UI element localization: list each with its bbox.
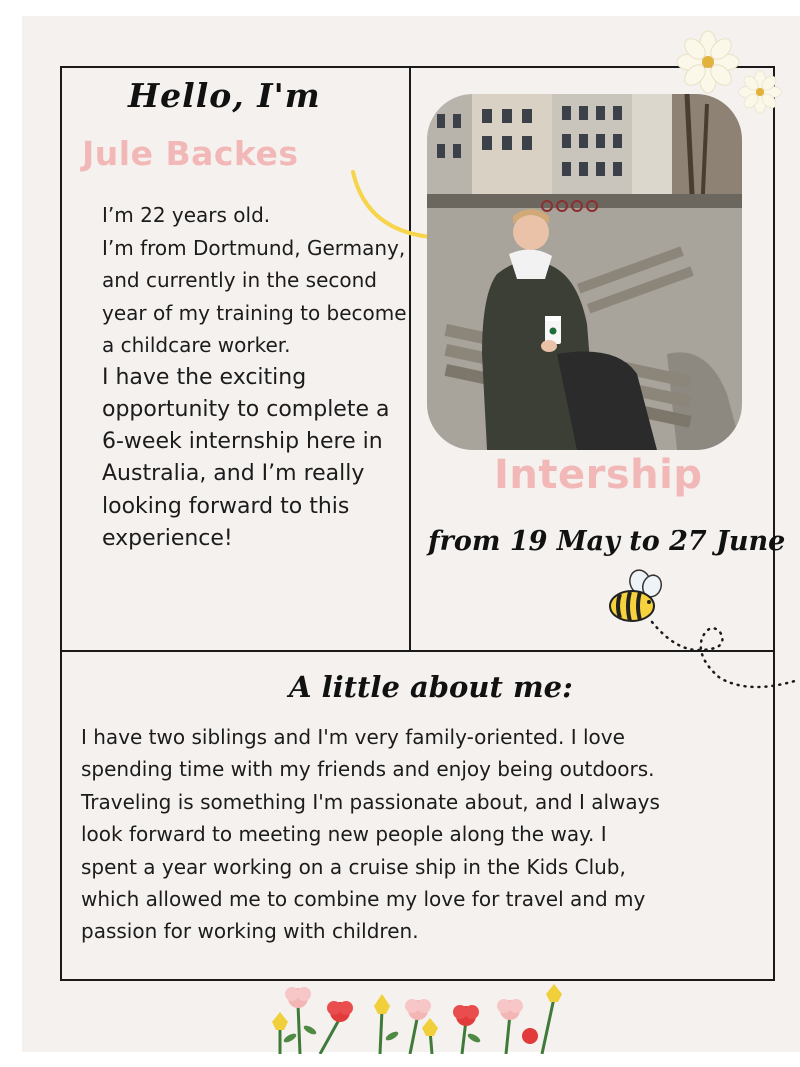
intro-paragraph-age-origin: I’m 22 years old. I’m from Dortmund, Germany, and currently in the second year of my training to become a childcare worker. xyxy=(102,203,407,357)
frame-column-divider xyxy=(409,66,411,652)
frame-right-border xyxy=(773,66,775,981)
frame-bottom-border xyxy=(60,979,775,981)
daisy-icon xyxy=(738,70,782,114)
about-paragraph: I have two siblings and I'm very family-oriented. I love spending time with my friends and enjoy being outdoors. Traveling is something I'm passionate about, and I always look forward to meeting new people along the way. I spent a year working on a cruise ship in the Kids Club, which allowed me to combine my love for travel and my passion for working with children. xyxy=(81,725,660,944)
frame-left-border xyxy=(60,66,62,981)
internship-dates: from 19 May to 27 June xyxy=(428,526,786,557)
name-heading: Jule Backes xyxy=(82,134,299,173)
profile-photo xyxy=(427,94,742,450)
bee-flight-path xyxy=(650,620,800,695)
intro-paragraph-internship: I have the exciting opportunity to complete a 6-week internship here in Australia, and I’m really looking forward to this experience! xyxy=(102,364,390,551)
bee-icon xyxy=(606,568,668,626)
frame-top-border xyxy=(60,66,775,68)
intro-paragraph xyxy=(102,199,407,555)
flower-border-icon xyxy=(262,984,572,1054)
daisy-icon xyxy=(676,30,740,94)
greeting-heading: Hello, I'm xyxy=(128,76,321,115)
internship-heading: Intership xyxy=(494,452,703,498)
about-heading: A little about me: xyxy=(289,670,573,704)
